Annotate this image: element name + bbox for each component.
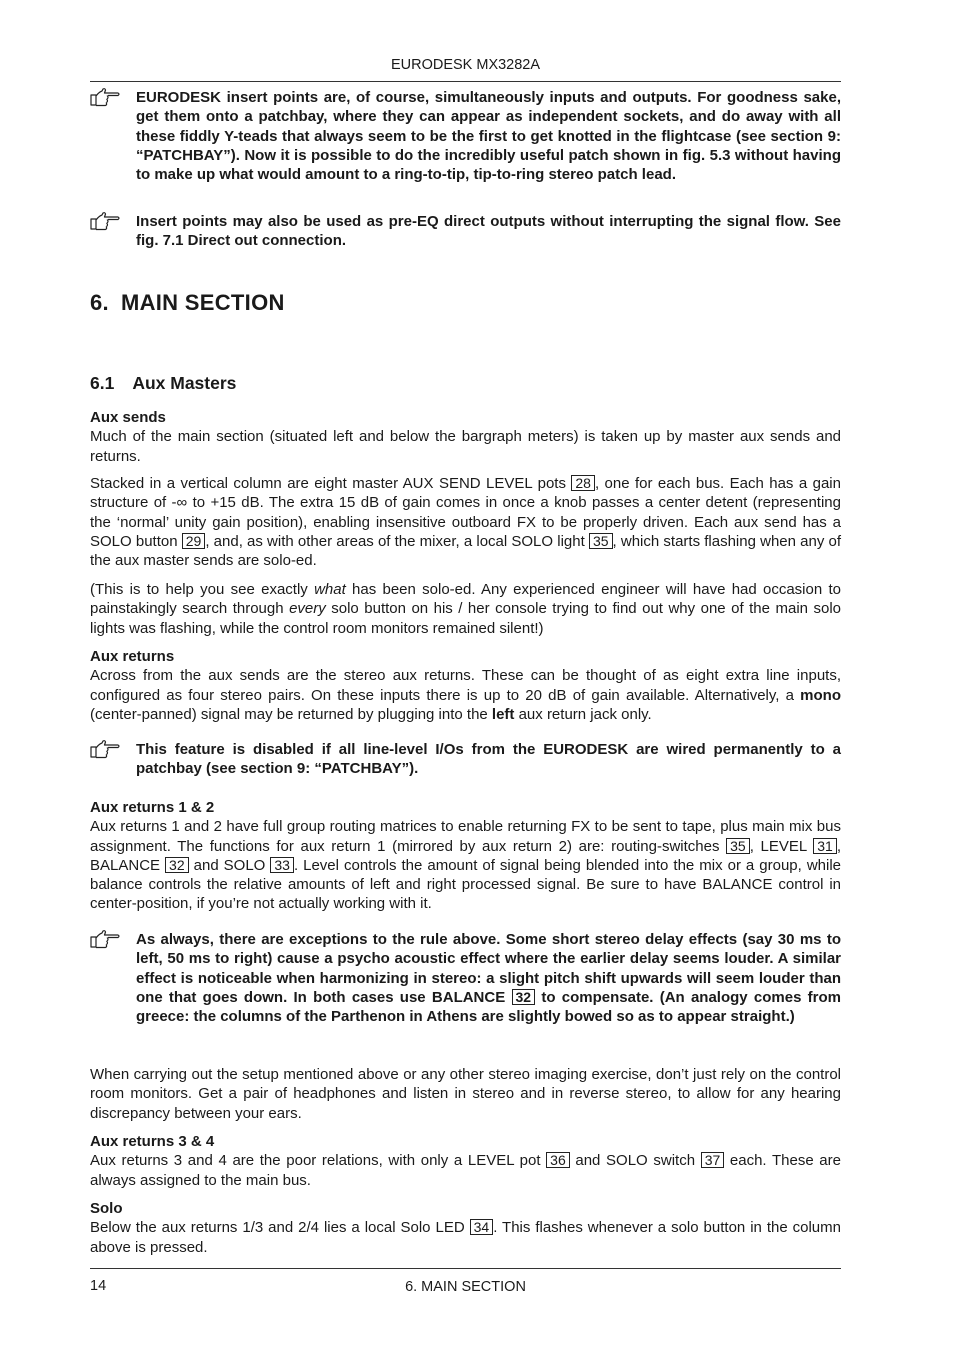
stereo-imaging-paragraph: When carrying out the setup mentioned above or any other stereo imaging exercise, don’t just rely on the control room monitors. Get a pair of headphones and listen in stereo and in reverse stereo, to allow for any hearing discrepancy between your ears. (90, 1066, 841, 1122)
aux-returns-12-block: Aux returns 1 & 2 Aux returns 1 and 2 have full group routing matrices to enable returning FX to be sent to tape, plus main mix bus assignment. The functions for aux return 1 (mirrored by aux return 2) are: routing-switches 35 , LEVEL 31 , BALANCE 32 and SOLO 33 . Level controls the amount of signal being blended into the mix or a group, while balance controls the relative amounts of left and right processed signal. Be sure to have BALANCE control in center-position, if you’re not actually working with it. (90, 799, 842, 913)
footer-rule (90, 1268, 841, 1269)
note-text: This feature is disabled if all line-level I/Os from the EURODESK are wired permanently to a patchbay (see section 9: “PATCHBAY”). (136, 741, 841, 778)
page-number: 14 (90, 1278, 107, 1294)
solo-heading: Solo (90, 1200, 123, 1217)
ref-28: 28 (571, 475, 595, 491)
footer-section-title: 6. MAIN SECTION (405, 1279, 526, 1295)
pointing-hand-icon (90, 930, 120, 950)
aux-returns-block: Aux returns Across from the aux sends are the stereo aux returns. These can be thought of as eight extra line inputs, configured as four stereo pairs. On these inputs there is up to 20 dB of gain available. Alternatively, a mono (center-panned) signal may be returned by plugging into the left aux return jack only. (90, 648, 841, 723)
subsection-number: 6.1 (90, 373, 115, 393)
aux-returns-34-heading: Aux returns 3 & 4 (90, 1133, 215, 1150)
aux-sends-paragraph-1: Much of the main section (situated left and below the bargraph meters) is taken up by master aux sends and returns. (90, 428, 841, 465)
aux-sends-heading: Aux sends (90, 409, 166, 426)
subsection-heading (90, 373, 236, 394)
note-feature-disabled (90, 740, 841, 779)
note-text: As always, there are exceptions to the rule above. Some short stereo delay effects (say 30 ms to left, 50 ms to right) cause a psycho acoustic effect where the earlier delay seems louder. A similar effect is noticeable when harmonizing in stereo: a slight pitch shift upwards will seem louder than one that goes down. In both cases use BALANCE 32 to compensate. (An analogy comes from greece: the columns of the Parthenon in Athens are slightly bowed so as to appear straight.) (136, 931, 842, 1026)
solo-block: Solo Below the aux returns 1/3 and 2/4 lies a local Solo LED 34 . This flashes whenever a solo button in the column above is pressed. (90, 1200, 841, 1256)
note-text: Insert points may also be used as pre-EQ direct outputs without interrupting the signal flow. See fig. 7.1 Direct out connection. (136, 213, 841, 250)
document-page (90, 0, 841, 1351)
pointing-hand-icon (90, 740, 120, 760)
pointing-hand-icon (90, 212, 120, 232)
header-rule (90, 81, 841, 82)
section-number: 6. (90, 290, 109, 315)
section-title: MAIN SECTION (120, 290, 285, 315)
ref-29: 29 (182, 533, 206, 549)
ref-31: 31 (813, 838, 837, 854)
note-stereo-delay (90, 930, 841, 1026)
section-heading (90, 290, 285, 316)
ref-37: 37 (701, 1152, 725, 1168)
ref-35: 35 (726, 838, 750, 854)
subsection-title: Aux Masters (132, 373, 237, 393)
ref-32: 32 (165, 857, 189, 873)
aux-returns-heading: Aux returns (90, 648, 175, 665)
pointing-hand-icon (90, 88, 120, 108)
ref-34: 34 (470, 1219, 494, 1235)
running-header: EURODESK MX3282A (390, 57, 541, 73)
aux-returns-34-block: Aux returns 3 & 4 Aux returns 3 and 4 are the poor relations, with only a LEVEL pot 36 and SOLO switch 37 each. These are always assigned to the main bus. (90, 1133, 841, 1189)
note-direct-outputs (90, 212, 841, 251)
ref-33: 33 (270, 857, 294, 873)
ref-35: 35 (589, 533, 613, 549)
ref-36: 36 (546, 1152, 570, 1168)
note-insert-points (90, 88, 841, 184)
aux-returns-12-heading: Aux returns 1 & 2 (90, 799, 215, 816)
aux-sends-paragraph-3: (This is to help you see exactly what has been solo-ed. Any experienced engineer will have had occasion to painstakingly search through every solo button on his / her console trying to find out why one of the main solo lights was flashing, while the control room monitors remained silent!) (90, 581, 841, 637)
aux-sends-paragraph-2: Stacked in a vertical column are eight master AUX SEND LEVEL pots 28 , one for each bus. Each has a gain structure of -∞ to +15 dB. The extra 15 dB of gain comes in once a knob passes a center detent (representing the ‘normal’ unity gain position), enabling insensitive outboard FX to be properly driven. Each aux send has a SOLO button 29 , and, as with other areas of the mixer, a local SOLO light 35 , which starts flashing when any of the aux master sends are solo-ed. (90, 475, 842, 570)
note-text: EURODESK insert points are, of course, simultaneously inputs and outputs. For goodness sake, get them onto a patchbay, where they can appear as independent sockets, and do away with all these fiddly Y-teads that always seem to be the first to get knotted in the flightcase (see section 9: “PATCHBAY”). Now it is possible to do the incredibly useful patch shown in fig. 5.3 without having to make up what would amount to a ring-to-tip, tip-to-ring stereo patch lead. (136, 89, 841, 184)
aux-sends-block (90, 408, 841, 466)
ref-32: 32 (512, 989, 536, 1005)
